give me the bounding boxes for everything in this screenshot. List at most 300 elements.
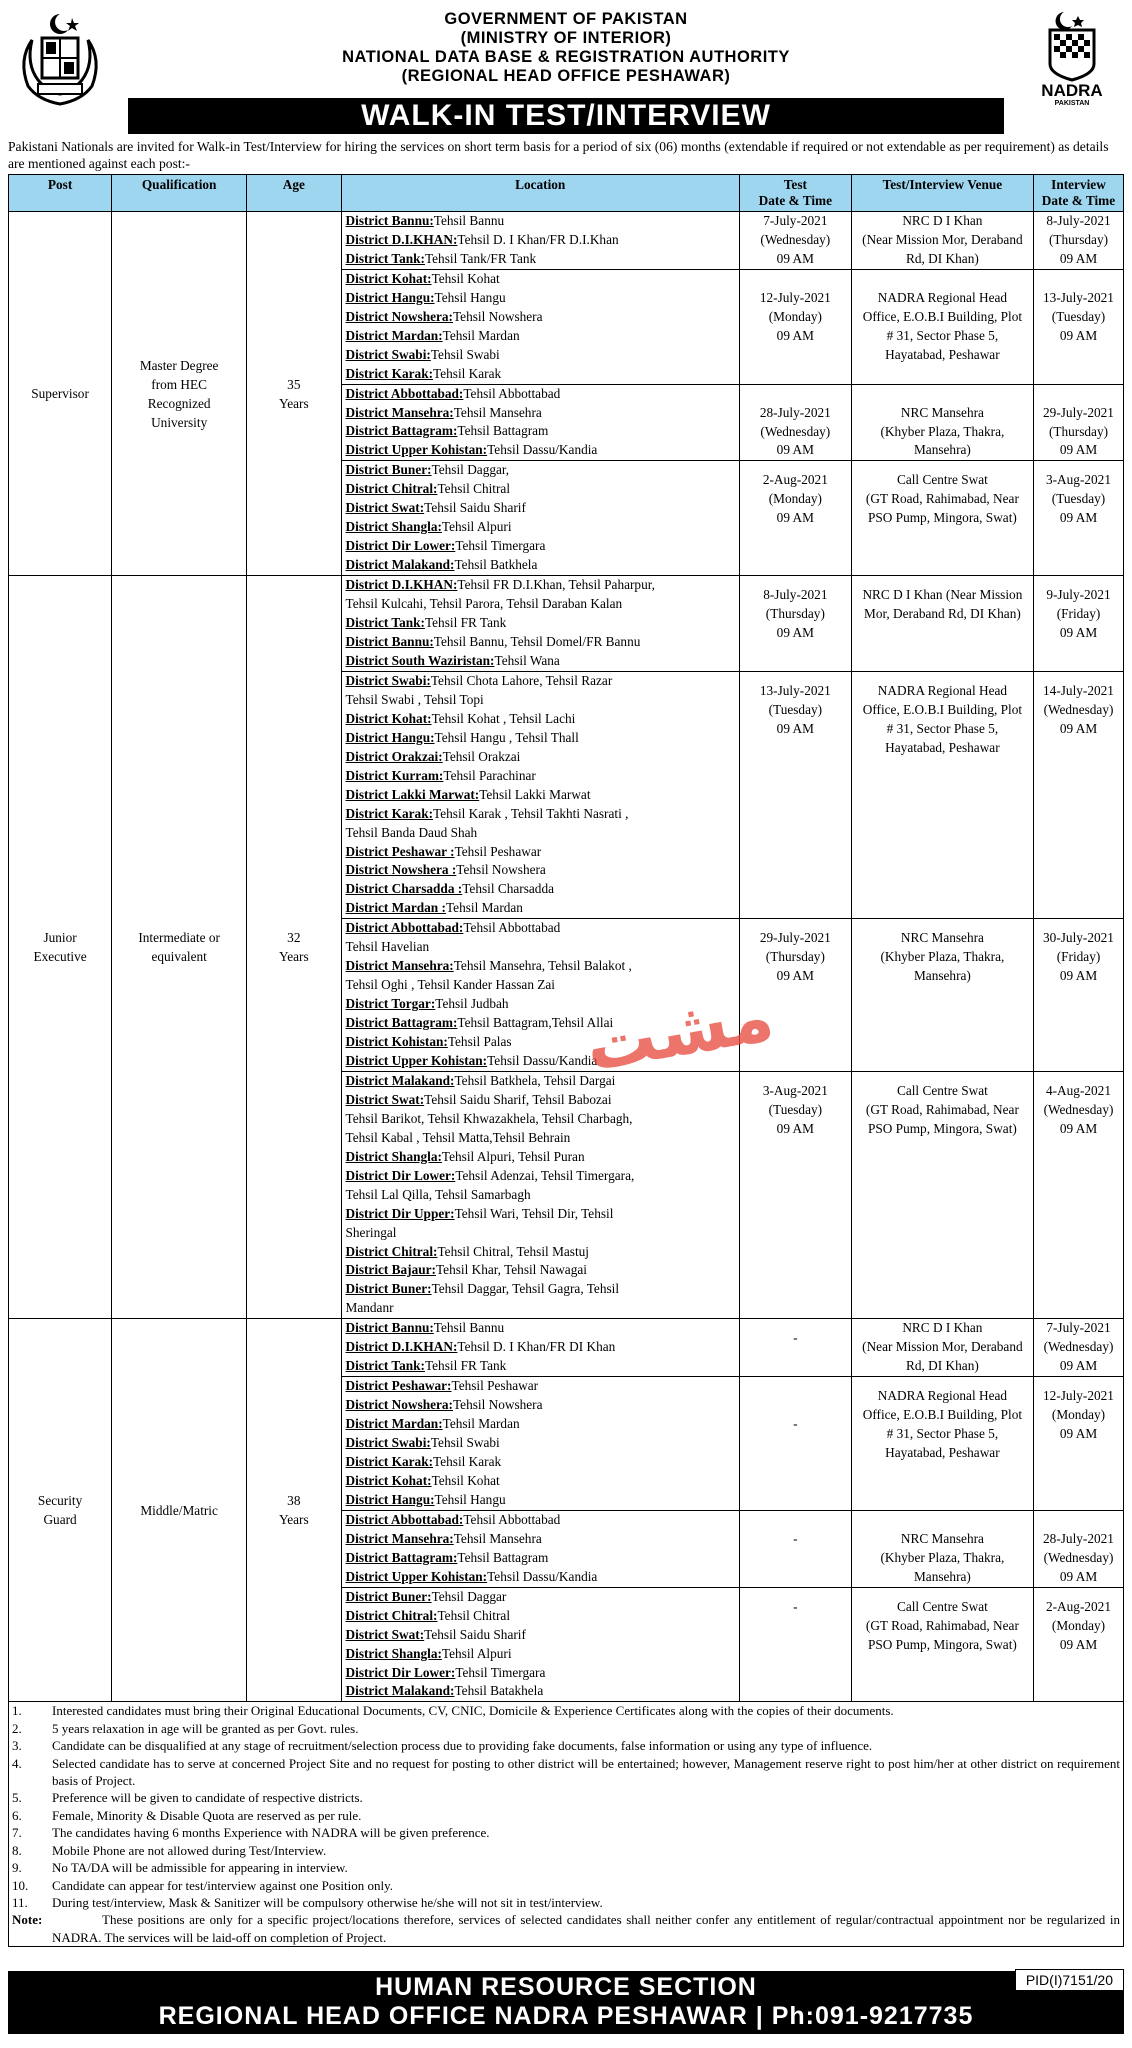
cell-line: (Khyber Plaza, Thakra, [880, 423, 1005, 439]
location-line [346, 1530, 735, 1549]
note-item [9, 1789, 1124, 1806]
cell-line: (Khyber Plaza, Thakra, [880, 1549, 1005, 1565]
tehsil-text: Tehsil Timergara [455, 538, 546, 554]
col-test-l1: Test [783, 177, 807, 192]
state-emblem-icon [12, 10, 108, 106]
tehsil-text: Tehsil Chitral [437, 481, 511, 497]
cell-line: 14-July-2021 [1043, 682, 1114, 698]
cell-line: NADRA Regional Head [877, 1388, 1008, 1404]
col-qualification: Qualification [112, 175, 247, 212]
note-body: The candidates having 6 months Experience with NADRA will be given preference. [52, 1825, 490, 1841]
interview-date-cell [1033, 919, 1123, 1072]
note-number: 3. [12, 1738, 22, 1754]
tehsil-text: Tehsil Saidu Sharif, Tehsil Babozai [424, 1091, 612, 1107]
cell-line: 09 AM [1059, 1358, 1098, 1374]
cell-line: 09 AM [1059, 1426, 1098, 1442]
venue-cell [851, 212, 1033, 270]
location-line [346, 1511, 735, 1530]
cell-line: University [151, 414, 208, 430]
footer-line-2: REGIONAL HEAD OFFICE NADRA PESHAWAR | Ph:091-9217735 [158, 2002, 974, 2031]
notes-list [8, 1702, 1124, 1947]
test-date-cell [739, 1071, 851, 1318]
district-name: District Bajaur: [345, 1262, 436, 1278]
test-dash: - [793, 1330, 798, 1346]
note-body: Candidate can appear for test/interview against one Position only. [52, 1877, 394, 1893]
location-line [346, 1472, 735, 1491]
cell-line: Master Degree [139, 357, 219, 373]
district-name: District Abbottabad: [345, 1511, 464, 1527]
tehsil-text: Tehsil Oghi , Tehsil Kander Hassan Zai [345, 977, 556, 993]
location-line [346, 518, 735, 537]
page-title: WALK-IN TEST/INTERVIEW [128, 98, 1004, 134]
venue-cell [851, 1319, 1033, 1377]
cell-line: Office, E.O.B.I Building, Plot [862, 308, 1023, 324]
tehsil-text: Tehsil Mardan [442, 327, 520, 343]
cell-line: 09 AM [776, 1120, 814, 1136]
district-name: District Dir Lower: [345, 1664, 456, 1680]
location-line [346, 710, 735, 729]
location-line [346, 1682, 735, 1701]
location-line [346, 1357, 735, 1376]
note-item [9, 1720, 1124, 1737]
location-line [346, 824, 735, 843]
location-line [346, 1205, 735, 1224]
interview-date-cell [1033, 576, 1123, 672]
district-name: District Orakzai: [345, 748, 443, 764]
cell-line: 09 AM [776, 327, 814, 343]
cell-line: (Friday) [1056, 606, 1101, 622]
cell-line: Recognized [147, 395, 211, 411]
post-name: Supervisor [31, 386, 89, 402]
tehsil-text: Tehsil Karak [433, 1454, 502, 1469]
venue-cell [851, 1587, 1033, 1702]
venue-cell [851, 919, 1033, 1072]
location-line [346, 270, 735, 289]
district-name: District Karak: [345, 365, 434, 381]
tehsil-text: Tehsil Kulcahi, Tehsil Parora, Tehsil Daraban Kalan [345, 596, 623, 612]
advertisement-page [8, 8, 1124, 2034]
location-line [346, 461, 735, 480]
note-body: Candidate can be disqualified at any stage of recruitment/selection process due to providing fake documents, false information or using any type of influence. [52, 1738, 873, 1754]
venue-cell [851, 461, 1033, 576]
note-number: 4. [12, 1755, 22, 1771]
district-name: District D.I.KHAN: [345, 577, 458, 593]
tehsil-text: Tehsil Khar, Tehsil Nawagai [435, 1262, 587, 1278]
cell-line: NRC Mansehra [900, 930, 984, 946]
district-name: District Charsadda : [345, 881, 463, 897]
col-location: Location [341, 175, 739, 212]
cell-line: (GT Road, Rahimabad, Near [865, 1101, 1019, 1117]
district-name: District Nowshera: [345, 308, 453, 324]
tehsil-text: Tehsil Banda Daud Shah [345, 824, 478, 840]
location-line [346, 499, 735, 518]
district-name: District Hangu: [345, 289, 435, 305]
location-line [346, 1091, 735, 1110]
test-date-cell [739, 671, 851, 918]
vacancy-table [8, 174, 1124, 1702]
district-name: District Battagram: [345, 1015, 458, 1031]
location-line [346, 441, 735, 460]
test-date-cell [739, 1510, 851, 1587]
cell-line: 2-Aug-2021 [1045, 1598, 1111, 1614]
location-line [346, 537, 735, 556]
district-name: District Mansehra: [345, 1530, 454, 1546]
district-name: District Swabi: [345, 1435, 431, 1451]
cell-line: 13-July-2021 [1043, 289, 1114, 305]
cell-line: 7-July-2021 [763, 213, 828, 228]
interview-date-cell [1033, 1587, 1123, 1702]
location-line [346, 899, 735, 918]
tehsil-text: Tehsil D. I Khan/FR D.I.Khan [457, 231, 619, 247]
org-line-1: GOVERNMENT OF PAKISTAN [444, 10, 688, 28]
location-line [346, 729, 735, 748]
cell-line: (Wednesday) [1043, 1339, 1114, 1355]
interview-date-cell [1033, 212, 1123, 270]
location-line [346, 957, 735, 976]
note-number: 10. [12, 1877, 29, 1893]
district-name: District South Waziristan: [345, 652, 495, 668]
tehsil-text: Tehsil Chitral, Tehsil Mastuj [437, 1243, 590, 1259]
cell-line: equivalent [151, 949, 207, 965]
location-line [346, 1129, 735, 1148]
cell-line: (Thursday) [765, 606, 825, 622]
location-cell [341, 1510, 739, 1587]
cell-line: (Monday) [768, 308, 822, 324]
location-line [346, 1664, 735, 1683]
cell-line: (Tuesday) [1051, 491, 1106, 507]
tehsil-text: Tehsil Tank/FR Tank [424, 250, 537, 266]
location-line [346, 365, 735, 384]
cell-line: NRC Mansehra [900, 404, 984, 420]
cell-line: 3-Aug-2021 [1045, 472, 1111, 488]
district-name: District Mansehra: [345, 958, 454, 974]
note-item [9, 1877, 1124, 1894]
org-line-2: (MINISTRY OF INTERIOR) [460, 29, 672, 47]
cell-line: Intermediate or [138, 930, 220, 946]
watermark: مشت [579, 974, 780, 1088]
tehsil-text: Tehsil Battagram [457, 1549, 549, 1565]
location-line [346, 1167, 735, 1186]
tehsil-text: Tehsil Parachinar [443, 767, 536, 783]
cell-line: Call Centre Swat [896, 1598, 988, 1614]
tehsil-text: Tehsil Kohat [431, 1472, 500, 1488]
venue-cell [851, 1510, 1033, 1587]
location-line [346, 1549, 735, 1568]
cell-line: (Wednesday) [760, 231, 831, 247]
note-body: Interested candidates must bring their Original Educational Documents, CV, CNIC, Domicile & Experience Certificates along with the copies of their documents. [52, 1703, 894, 1719]
location-line [346, 1491, 735, 1510]
qualification-cell [112, 1319, 247, 1702]
district-name: District Mardan: [345, 1416, 443, 1432]
tehsil-text: Tehsil Timergara [455, 1664, 546, 1680]
cell-line: Mansehra) [913, 968, 971, 984]
cell-line: from HEC [151, 376, 208, 392]
district-name: District Battagram: [345, 423, 458, 439]
test-date-cell [739, 1587, 851, 1702]
note-item [9, 1755, 1124, 1790]
cell-line: # 31, Sector Phase 5, [886, 1426, 999, 1442]
cell-line: Hayatabad, Peshawar [885, 346, 1000, 362]
tehsil-text: Tehsil Dassu/Kandia [487, 1568, 598, 1584]
tehsil-text: Tehsil Chota Lahore, Tehsil Razar [430, 672, 613, 688]
location-line [346, 308, 735, 327]
cell-line: Junior [43, 930, 77, 946]
cell-line: Rd, DI Khan) [906, 1358, 979, 1374]
col-interview-l1: Interview [1051, 177, 1106, 192]
district-name: District Nowshera: [345, 1397, 453, 1413]
tehsil-text: Tehsil Dassu/Kandia [487, 1052, 598, 1068]
tehsil-text: Tehsil Kohat [431, 270, 500, 286]
tehsil-text: Tehsil Barikot, Tehsil Khwazakhela, Tehsil Charbagh, [345, 1110, 633, 1126]
location-line [346, 1453, 735, 1472]
tehsil-text: Tehsil Bannu [433, 1320, 505, 1336]
note-row [9, 1911, 1124, 1946]
note-item [9, 1807, 1124, 1824]
venue-cell [851, 576, 1033, 672]
location-cell [341, 461, 739, 576]
interview-date-cell [1033, 1071, 1123, 1318]
tehsil-text: Tehsil Karak , Tehsil Takhti Nasrati , [433, 805, 629, 821]
footer-line-1: HUMAN RESOURCE SECTION [375, 1973, 757, 2002]
location-line [346, 1319, 735, 1338]
district-name: District Tank: [345, 250, 425, 266]
location-line [346, 1280, 735, 1299]
header [8, 8, 1124, 134]
location-line [346, 250, 735, 269]
cell-line: Hayatabad, Peshawar [885, 739, 1000, 755]
note-item [9, 1824, 1124, 1841]
location-cell [341, 1071, 739, 1318]
cell-line: 29-July-2021 [1043, 404, 1114, 420]
cell-line: 09 AM [776, 720, 814, 736]
cell-line: 12-July-2021 [759, 289, 831, 305]
tehsil-text: Tehsil Abbottabad [463, 920, 561, 936]
intro-paragraph: Pakistani Nationals are invited for Walk-in Test/Interview for hiring the services on short term basis for a period of six (06) months (extendable if required or not extendable as per requirement) as details are mentioned against each post:- [8, 139, 1109, 171]
district-name: District Bannu: [345, 634, 434, 650]
interview-date-cell [1033, 1319, 1123, 1377]
cell-line: Executive [33, 949, 87, 965]
tehsil-text: Tehsil Nowshera [452, 1397, 543, 1413]
location-cell [341, 1319, 739, 1377]
cell-line: (Near Mission Mor, Deraband [862, 231, 1023, 247]
note-body: Female, Minority & Disable Quota are reserved as per rule. [52, 1807, 362, 1823]
tehsil-text: Tehsil Karak [433, 365, 502, 381]
location-line [346, 1243, 735, 1262]
district-name: District Upper Kohistan: [345, 1568, 488, 1584]
district-name: District Kohat: [345, 270, 432, 286]
tehsil-text: Tehsil Charsadda [462, 881, 554, 897]
tehsil-text: Tehsil Saidu Sharif [424, 1626, 526, 1642]
district-name: District Karak: [345, 1454, 434, 1469]
location-line [346, 614, 735, 633]
location-line [346, 231, 735, 250]
cell-line: 09 AM [1059, 510, 1098, 526]
tehsil-text: Tehsil Hangu [434, 1491, 506, 1507]
cell-line: (Tuesday) [768, 701, 823, 717]
cell-line: 09 AM [776, 442, 814, 458]
district-name: District Karak: [345, 805, 434, 821]
cell-line: 28-July-2021 [759, 404, 831, 420]
tehsil-text: Tehsil Daggar, [431, 462, 510, 478]
tehsil-text: Tehsil Bannu [433, 213, 505, 228]
tehsil-text: Tehsil Daggar [431, 1588, 507, 1604]
location-line [346, 1434, 735, 1453]
cell-line: 38 [287, 1493, 301, 1509]
note-label: Note: [12, 1912, 43, 1928]
interview-date-cell [1033, 1510, 1123, 1587]
district-name: District Shangla: [345, 1148, 442, 1164]
note-number: 8. [12, 1842, 22, 1858]
cell-line: 9-July-2021 [1046, 587, 1111, 603]
tehsil-text: Tehsil Mardan [445, 900, 523, 916]
tehsil-text: Tehsil Alpuri [441, 1645, 512, 1661]
location-line [346, 1377, 735, 1396]
location-line [346, 404, 735, 423]
tehsil-text: Tehsil Swabi [430, 1435, 500, 1451]
location-cell [341, 671, 739, 918]
cell-line: Office, E.O.B.I Building, Plot [862, 1407, 1023, 1423]
location-cell [341, 1377, 739, 1511]
location-line [346, 1415, 735, 1434]
cell-line: NRC D I Khan [902, 213, 983, 228]
cell-line: Mansehra) [913, 442, 971, 458]
location-line [346, 1396, 735, 1415]
post-cell [9, 212, 112, 576]
cell-line: 09 AM [776, 250, 814, 266]
district-name: District Nowshera : [345, 862, 457, 878]
tehsil-text: Tehsil Nowshera [456, 862, 546, 878]
cell-line: 32 [287, 930, 301, 946]
location-line [346, 595, 735, 614]
tehsil-text: Tehsil FR Tank [424, 1358, 507, 1374]
footer [8, 1971, 1124, 2034]
cell-line: NADRA Regional Head [877, 682, 1008, 698]
note-number: 11. [12, 1894, 28, 1910]
district-name: District Dir Lower: [345, 1167, 456, 1183]
nadra-logo-subtext: PAKISTAN [1054, 100, 1090, 106]
location-line [346, 556, 735, 575]
note-number: 2. [12, 1720, 22, 1736]
note-text: These positions are only for a specific project/locations therefore, services of selected candidates shall neither confer any entitlement of regular/contractual appointment nor be regularized in NADRA. The services will be laid-off on completion of Project. [52, 1912, 1120, 1945]
tehsil-text: Tehsil Lal Qilla, Tehsil Samarbagh [345, 1186, 531, 1202]
note-item [9, 1894, 1124, 1911]
location-line [346, 289, 735, 308]
district-name: District Chitral: [345, 1607, 438, 1623]
tehsil-text: Tehsil Abbottabad [463, 385, 561, 401]
cell-line: Years [278, 949, 309, 965]
cell-line: 09 AM [1059, 1568, 1098, 1584]
cell-line: 4-Aug-2021 [1045, 1082, 1111, 1098]
cell-line: Mansehra) [913, 1568, 971, 1584]
cell-line: Office, E.O.B.I Building, Plot [862, 701, 1023, 717]
note-body: 5 years relaxation in age will be granted as per Govt. rules. [52, 1720, 359, 1736]
tehsil-text: Tehsil Swabi [430, 346, 500, 362]
location-line [346, 1186, 735, 1205]
district-name: District Kohat: [345, 1472, 432, 1488]
cell-line: (Wednesday) [1043, 1549, 1114, 1565]
location-cell [341, 212, 739, 270]
tehsil-text: Tehsil Palas [447, 1034, 512, 1050]
note-number: 5. [12, 1790, 22, 1806]
col-post: Post [9, 175, 112, 212]
org-line-3: NATIONAL DATA BASE & REGISTRATION AUTHORITY [342, 48, 790, 66]
district-name: District Torgar: [345, 996, 436, 1012]
district-name: District Bannu: [345, 1320, 434, 1336]
location-cell [341, 1587, 739, 1702]
qualification-cell [112, 212, 247, 576]
district-name: District Chitral: [345, 481, 438, 497]
cell-line: Mor, Deraband Rd, DI Khan) [864, 606, 1021, 622]
tehsil-text: Tehsil Peshawar [451, 1378, 539, 1394]
cell-line: Hayatabad, Peshawar [885, 1445, 1000, 1461]
cell-line: (Tuesday) [1051, 308, 1106, 324]
tehsil-text: Tehsil Dassu/Kandia [487, 442, 598, 458]
district-name: District Hangu: [345, 1491, 435, 1507]
district-name: District Peshawar: [345, 1378, 452, 1394]
cell-line: (Near Mission Mor, Deraband [862, 1339, 1023, 1355]
location-line [346, 1261, 735, 1280]
district-name: District Kohat: [345, 710, 432, 726]
location-line [346, 1626, 735, 1645]
location-line [346, 1299, 735, 1318]
pid-badge: PID(I)7151/20 [1015, 1969, 1124, 1991]
location-line [346, 919, 735, 938]
location-line [346, 691, 735, 710]
tehsil-text: Tehsil FR D.I.Khan, Tehsil Paharpur, [457, 577, 655, 593]
cell-line: 13-July-2021 [759, 682, 831, 698]
location-line [346, 480, 735, 499]
district-name: District Battagram: [345, 1549, 458, 1565]
cell-line: Years [278, 1512, 309, 1528]
district-name: District D.I.KHAN: [345, 231, 458, 247]
note-number: 1. [12, 1703, 22, 1719]
tehsil-text: Tehsil Peshawar [454, 843, 542, 859]
district-name: District Tank: [345, 615, 425, 631]
location-line [346, 1588, 735, 1607]
district-name: District Peshawar : [345, 843, 455, 859]
cell-line: (Monday) [1051, 1407, 1106, 1423]
district-name: District Shangla: [345, 519, 442, 535]
cell-line: 35 [287, 376, 301, 392]
district-name: District Upper Kohistan: [345, 1052, 488, 1068]
district-name: District Lakki Marwat: [345, 786, 480, 802]
location-line [346, 1148, 735, 1167]
tehsil-text: Tehsil Chitral [437, 1607, 511, 1623]
venue-cell [851, 269, 1033, 384]
location-line [346, 1645, 735, 1664]
tehsil-text: Tehsil Batkhela [454, 557, 538, 573]
tehsil-text: Tehsil Mansehra [453, 404, 542, 420]
location-line [346, 212, 735, 231]
col-test-l2: Date & Time [758, 193, 833, 208]
location-line [346, 880, 735, 899]
cell-line: (Khyber Plaza, Thakra, [880, 949, 1005, 965]
district-name: District Mansehra: [345, 404, 454, 420]
district-name: District Swat: [345, 1091, 425, 1107]
table-row [9, 576, 1124, 672]
footer-bar [8, 1971, 1124, 2034]
cell-line: (Thursday) [765, 949, 825, 965]
location-cell [341, 576, 739, 672]
location-line [346, 1224, 735, 1243]
cell-line: (Monday) [768, 491, 822, 507]
test-date-cell [739, 384, 851, 461]
cell-line: Security [37, 1493, 83, 1509]
tehsil-text: Tehsil Wari, Tehsil Dir, Tehsil [454, 1205, 614, 1221]
tehsil-text: Sheringal [345, 1224, 397, 1240]
cell-line: (GT Road, Rahimabad, Near [865, 1617, 1019, 1633]
district-name: District Hangu: [345, 729, 435, 745]
